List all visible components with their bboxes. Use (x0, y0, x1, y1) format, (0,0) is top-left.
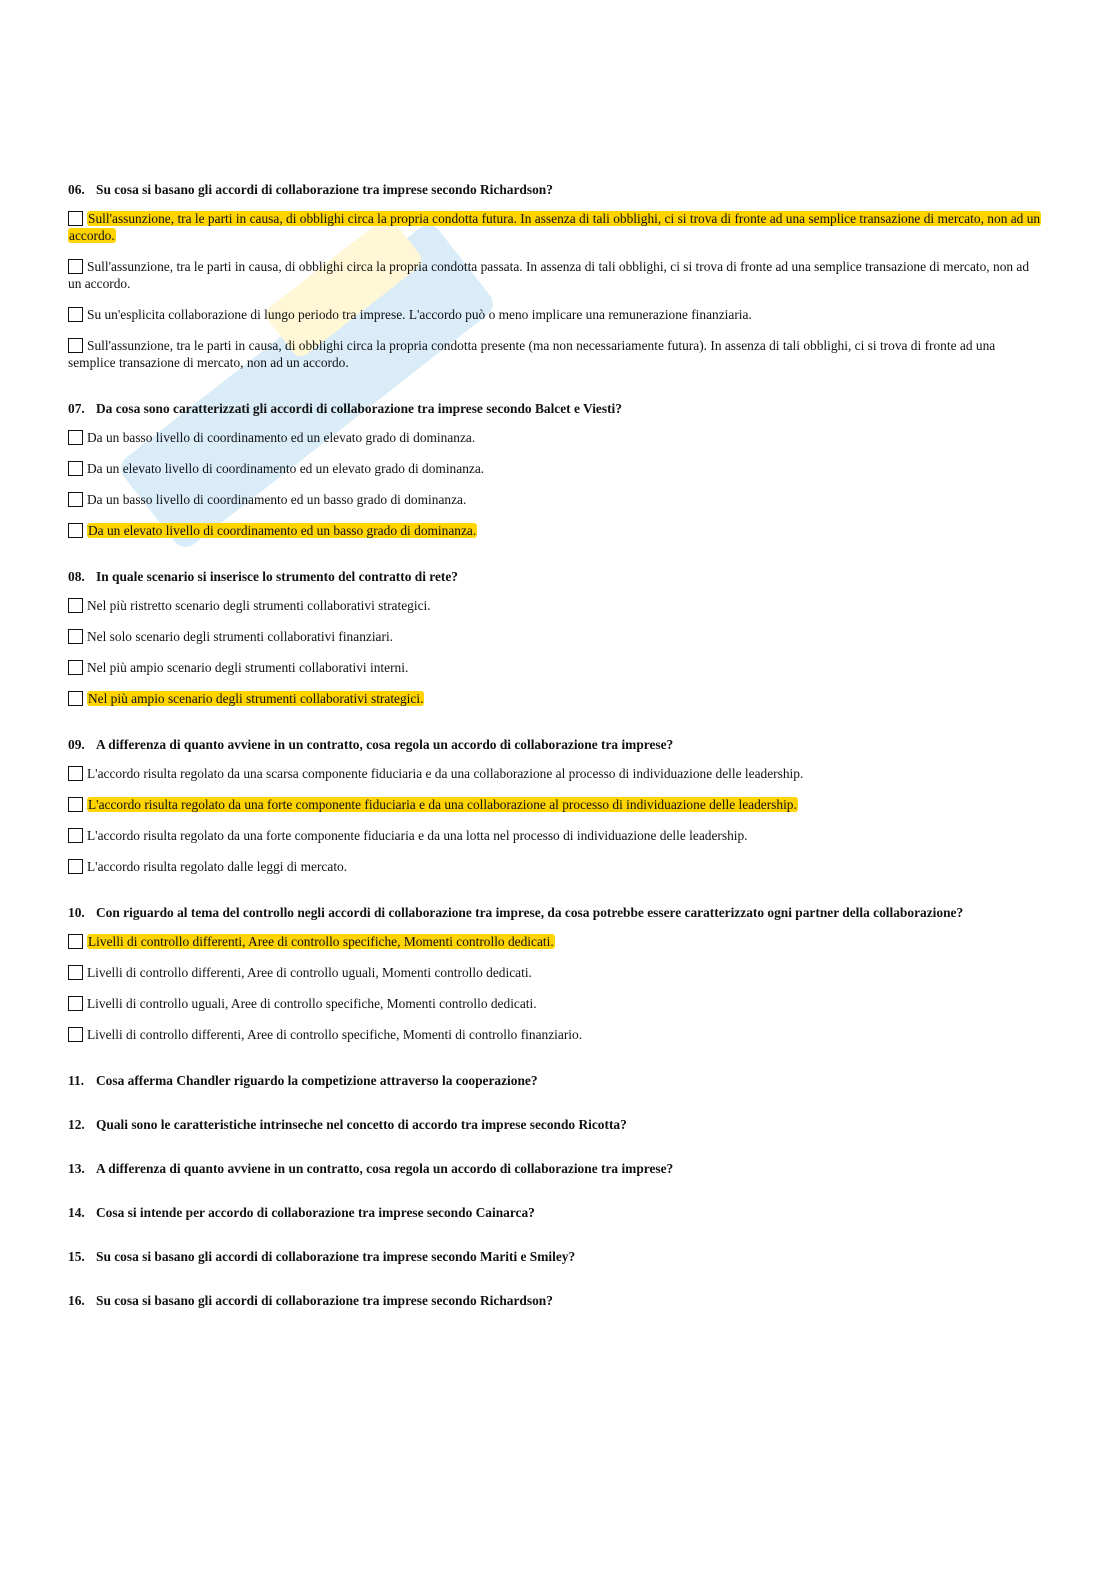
question-number: 13. (68, 1161, 85, 1176)
answer-option (68, 995, 1042, 1012)
option-text: L'accordo risulta regolato da una scarsa componente fiduciaria e da una collaborazione al processo di individuazione delle leadership. (87, 766, 804, 781)
option-text: L'accordo risulta regolato da una forte componente fiduciaria e da una lotta nel processo di individuazione delle leadership. (87, 828, 748, 843)
question-title (68, 736, 1042, 753)
option-text: Livelli di controllo differenti, Aree di controllo specifiche, Momenti controllo dedicati. (88, 934, 554, 949)
option-text: Livelli di controllo differenti, Aree di controllo specifiche, Momenti di controllo finanziario. (87, 1027, 583, 1042)
question-block (68, 1116, 1042, 1133)
question-text: Con riguardo al tema del controllo negli accordi di collaborazione tra imprese, da cosa potrebbe essere caratterizzato ogni partner della collaborazione? (96, 905, 964, 920)
checkbox[interactable] (68, 259, 83, 274)
question-block (68, 181, 1042, 371)
question-text: Cosa afferma Chandler riguardo la competizione attraverso la cooperazione? (96, 1073, 538, 1088)
answer-option (68, 597, 1042, 614)
question-block (68, 1204, 1042, 1221)
option-text: Sull'assunzione, tra le parti in causa, di obblighi circa la propria condotta presente (ma non necessariamente futura). In assenza di tali obblighi, ci si trova di fronte ad una semplice transazione di mercato, non ad un accordo. (68, 338, 996, 370)
answer-option (68, 1026, 1042, 1043)
answer-option-highlighted (68, 796, 1042, 813)
checkbox[interactable] (68, 523, 83, 538)
question-block (68, 568, 1042, 707)
question-text: A differenza di quanto avviene in un contratto, cosa regola un accordo di collaborazione tra imprese? (96, 1161, 674, 1176)
checkbox[interactable] (68, 934, 83, 949)
question-title (68, 1116, 1042, 1133)
checkbox[interactable] (68, 598, 83, 613)
answer-option (68, 306, 1042, 323)
question-title (68, 1204, 1042, 1221)
option-text: Da un elevato livello di coordinamento ed un elevato grado di dominanza. (87, 461, 485, 476)
question-number: 06. (68, 182, 85, 197)
question-block (68, 400, 1042, 539)
question-text: Da cosa sono caratterizzati gli accordi di collaborazione tra imprese secondo Balcet e Viesti? (96, 401, 622, 416)
option-text: Su un'esplicita collaborazione di lungo periodo tra imprese. L'accordo può o meno implicare una remunerazione finanziaria. (87, 307, 752, 322)
question-block (68, 1248, 1042, 1265)
question-number: 16. (68, 1293, 85, 1308)
checkbox[interactable] (68, 629, 83, 644)
checkbox[interactable] (68, 492, 83, 507)
option-text: Nel solo scenario degli strumenti collaborativi finanziari. (87, 629, 394, 644)
checkbox[interactable] (68, 1027, 83, 1042)
answer-option (68, 827, 1042, 844)
question-number: 08. (68, 569, 85, 584)
question-title (68, 568, 1042, 585)
checkbox[interactable] (68, 691, 83, 706)
question-text: Su cosa si basano gli accordi di collaborazione tra imprese secondo Mariti e Smiley? (96, 1249, 576, 1264)
answer-option (68, 659, 1042, 676)
question-text: In quale scenario si inserisce lo strumento del contratto di rete? (96, 569, 458, 584)
checkbox[interactable] (68, 461, 83, 476)
answer-option (68, 258, 1042, 292)
answer-option-highlighted (68, 522, 1042, 539)
checkbox[interactable] (68, 307, 83, 322)
question-block (68, 904, 1042, 1043)
question-text: Su cosa si basano gli accordi di collaborazione tra imprese secondo Richardson? (96, 1293, 553, 1308)
question-title (68, 1292, 1042, 1309)
checkbox[interactable] (68, 430, 83, 445)
option-text: Livelli di controllo differenti, Aree di controllo uguali, Momenti controllo dedicati. (87, 965, 532, 980)
answer-option (68, 460, 1042, 477)
question-block (68, 1292, 1042, 1309)
checkbox[interactable] (68, 660, 83, 675)
checkbox[interactable] (68, 211, 83, 226)
answer-option-highlighted (68, 210, 1042, 244)
question-number: 10. (68, 905, 85, 920)
checkbox[interactable] (68, 859, 83, 874)
question-text: Cosa si intende per accordo di collaborazione tra imprese secondo Cainarca? (96, 1205, 535, 1220)
option-text: Nel più ampio scenario degli strumenti collaborativi strategici. (88, 691, 424, 706)
answer-option-highlighted (68, 933, 1042, 950)
checkbox[interactable] (68, 766, 83, 781)
question-block (68, 1160, 1042, 1177)
checkbox[interactable] (68, 965, 83, 980)
answer-option (68, 765, 1042, 782)
question-text: Su cosa si basano gli accordi di collaborazione tra imprese secondo Richardson? (96, 182, 553, 197)
option-text: Sull'assunzione, tra le parti in causa, di obblighi circa la propria condotta passata. In assenza di tali obblighi, ci si trova di fronte ad una semplice transazione di mercato, non ad un accordo. (68, 259, 1030, 291)
question-title (68, 400, 1042, 417)
checkbox[interactable] (68, 828, 83, 843)
document-body (68, 181, 1042, 1336)
answer-option (68, 337, 1042, 371)
question-number: 09. (68, 737, 85, 752)
question-number: 07. (68, 401, 85, 416)
question-title (68, 1072, 1042, 1089)
question-title (68, 1248, 1042, 1265)
question-number: 12. (68, 1117, 85, 1132)
option-text: Sull'assunzione, tra le parti in causa, di obblighi circa la propria condotta futura. In assenza di tali obblighi, ci si trova di fronte ad una semplice transazione di mercato, non ad un accordo. (69, 211, 1041, 243)
option-text: L'accordo risulta regolato da una forte componente fiduciaria e da una collaborazione al processo di individuazione delle leadership. (88, 797, 797, 812)
question-number: 14. (68, 1205, 85, 1220)
option-text: L'accordo risulta regolato dalle leggi di mercato. (87, 859, 348, 874)
question-text: A differenza di quanto avviene in un contratto, cosa regola un accordo di collaborazione tra imprese? (96, 737, 674, 752)
question-block (68, 1072, 1042, 1089)
answer-option (68, 491, 1042, 508)
question-number: 15. (68, 1249, 85, 1264)
option-text: Da un basso livello di coordinamento ed un basso grado di dominanza. (87, 492, 467, 507)
question-title (68, 1160, 1042, 1177)
checkbox[interactable] (68, 338, 83, 353)
question-title (68, 904, 1042, 921)
answer-option (68, 429, 1042, 446)
question-title (68, 181, 1042, 198)
answer-option-highlighted (68, 690, 1042, 707)
checkbox[interactable] (68, 996, 83, 1011)
answer-option (68, 858, 1042, 875)
option-text: Nel più ampio scenario degli strumenti collaborativi interni. (87, 660, 409, 675)
answer-option (68, 964, 1042, 981)
question-number: 11. (68, 1073, 84, 1088)
option-text: Livelli di controllo uguali, Aree di controllo specifiche, Momenti controllo dedicati. (87, 996, 537, 1011)
option-text: Da un basso livello di coordinamento ed un elevato grado di dominanza. (87, 430, 476, 445)
option-text: Nel più ristretto scenario degli strumenti collaborativi strategici. (87, 598, 431, 613)
question-block (68, 736, 1042, 875)
answer-option (68, 628, 1042, 645)
question-text: Quali sono le caratteristiche intrinseche nel concetto di accordo tra imprese secondo Ricotta? (96, 1117, 627, 1132)
checkbox[interactable] (68, 797, 83, 812)
option-text: Da un elevato livello di coordinamento ed un basso grado di dominanza. (88, 523, 477, 538)
